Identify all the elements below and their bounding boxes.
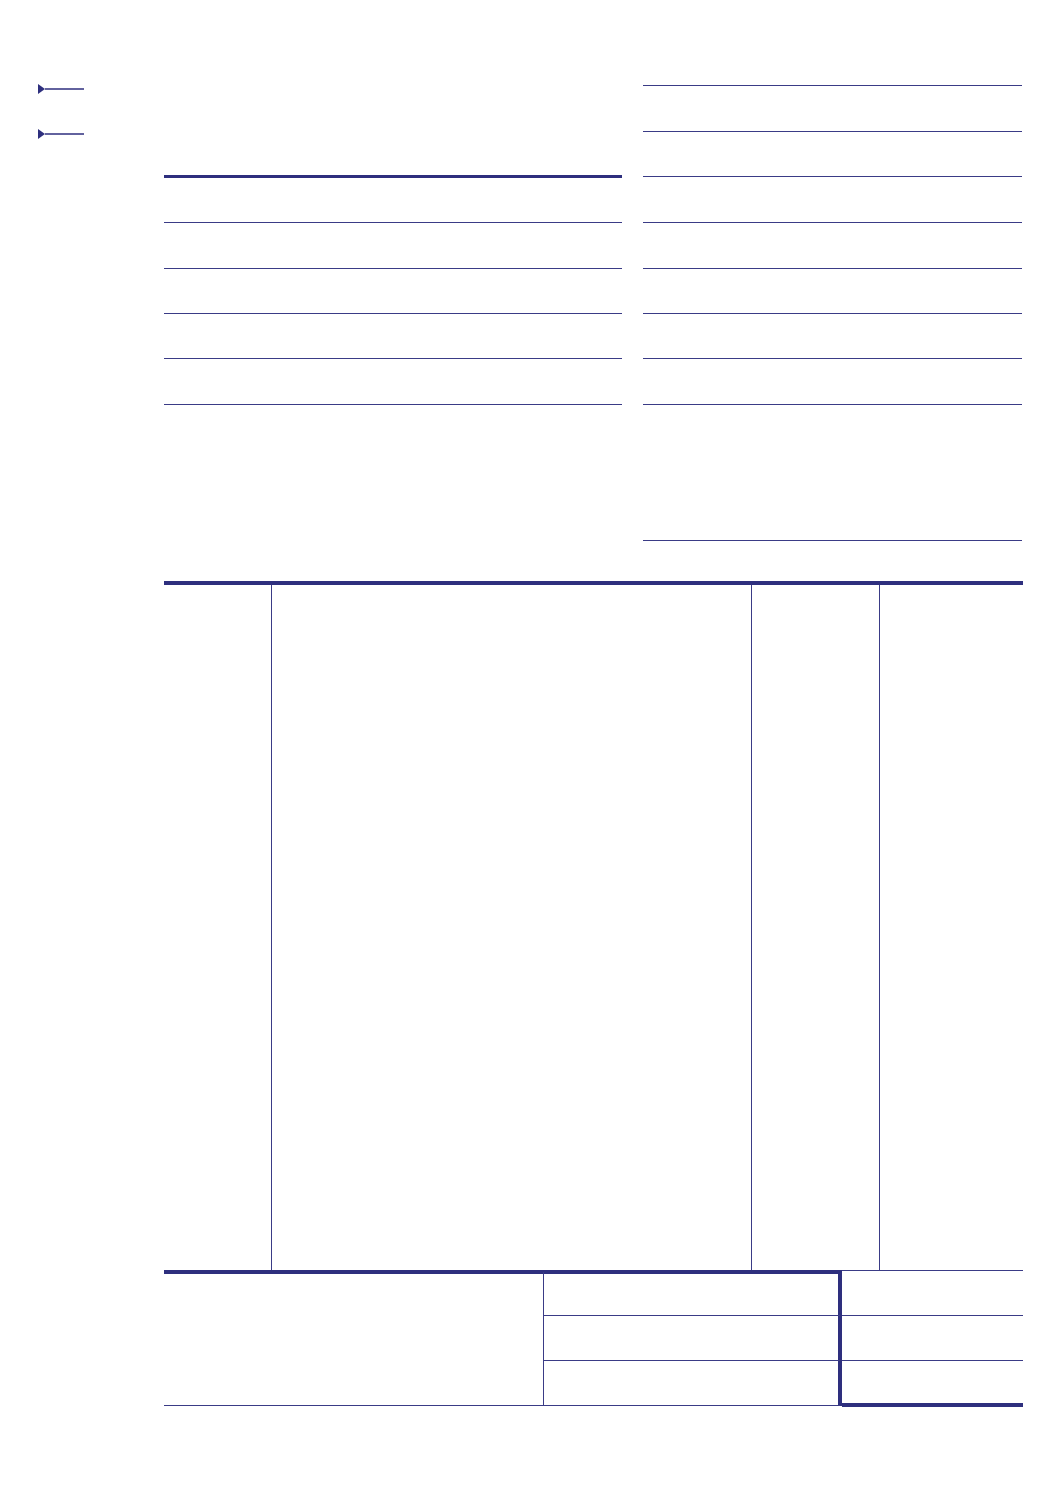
bic-ruler[interactable] bbox=[164, 531, 622, 541]
table-col-divider-2 bbox=[751, 585, 752, 1271]
summary-line-2 bbox=[543, 1360, 840, 1361]
summary-line-1 bbox=[543, 1315, 840, 1316]
field-datum-line[interactable] bbox=[643, 176, 1022, 177]
field-nr-line[interactable] bbox=[643, 131, 1022, 132]
typewriter-marker-2 bbox=[38, 125, 86, 144]
summary-left-divider bbox=[543, 1272, 544, 1406]
field-zahlung-line-2[interactable] bbox=[643, 404, 1022, 405]
field-lieferdatum-line[interactable] bbox=[643, 313, 1022, 314]
iban-ruler[interactable] bbox=[164, 486, 1022, 496]
recipient-line-3[interactable] bbox=[164, 313, 622, 314]
field-bestellung-line[interactable] bbox=[643, 268, 1022, 269]
table-col-divider-1 bbox=[271, 585, 272, 1271]
table-bottom-border bbox=[164, 1270, 842, 1274]
title-underline bbox=[643, 85, 1022, 86]
summary-value-line-1[interactable] bbox=[842, 1315, 1023, 1316]
recipient-line-5[interactable] bbox=[164, 404, 622, 405]
recipient-line-2[interactable] bbox=[164, 268, 622, 269]
summary-value-line-2[interactable] bbox=[842, 1360, 1023, 1361]
summary-thick-divider bbox=[838, 1270, 842, 1406]
field-ort-line[interactable] bbox=[643, 222, 1022, 223]
ustid-ruler[interactable] bbox=[643, 440, 1023, 450]
typewriter-marker-1 bbox=[38, 80, 86, 99]
summary-total-underline bbox=[842, 1403, 1023, 1407]
field-zahlung-line-1[interactable] bbox=[643, 358, 1022, 359]
recipient-line-1[interactable] bbox=[164, 222, 622, 223]
steuer-ruler[interactable] bbox=[164, 440, 622, 450]
table-top-border bbox=[164, 581, 1023, 585]
table-col-divider-3 bbox=[879, 585, 880, 1271]
summary-bottom-line bbox=[164, 1405, 840, 1406]
sender-divider bbox=[164, 175, 622, 178]
summary-right-top bbox=[842, 1270, 1023, 1271]
bank-line[interactable] bbox=[643, 540, 1022, 541]
recipient-line-4[interactable] bbox=[164, 358, 622, 359]
